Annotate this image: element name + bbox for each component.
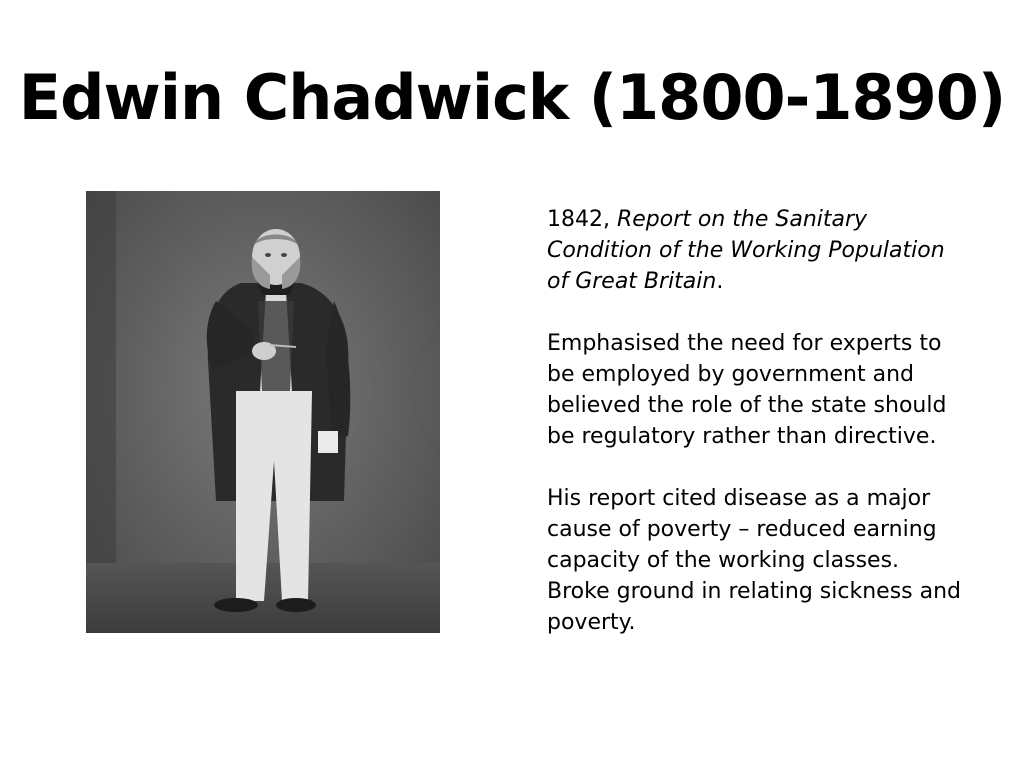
- paragraph-disease: His report cited disease as a major cause of poverty – reduced earning capacity of the working classes. Broke ground in relating sickness and poverty.: [547, 486, 962, 635]
- slide-body: [547, 204, 967, 669]
- report-period: .: [716, 269, 724, 294]
- paragraph-experts: Emphasised the need for experts to be employed by government and believed the role of the state should be regulatory rather than directive.: [547, 331, 947, 449]
- report-title: Report on the Sanitary Condition of the Working Population of Great Britain: [547, 207, 945, 294]
- slide-title: Edwin Chadwick (1800-1890): [18, 61, 1006, 134]
- portrait-photo: [86, 191, 440, 633]
- paragraph-report: [547, 204, 967, 297]
- report-year: 1842,: [547, 207, 610, 232]
